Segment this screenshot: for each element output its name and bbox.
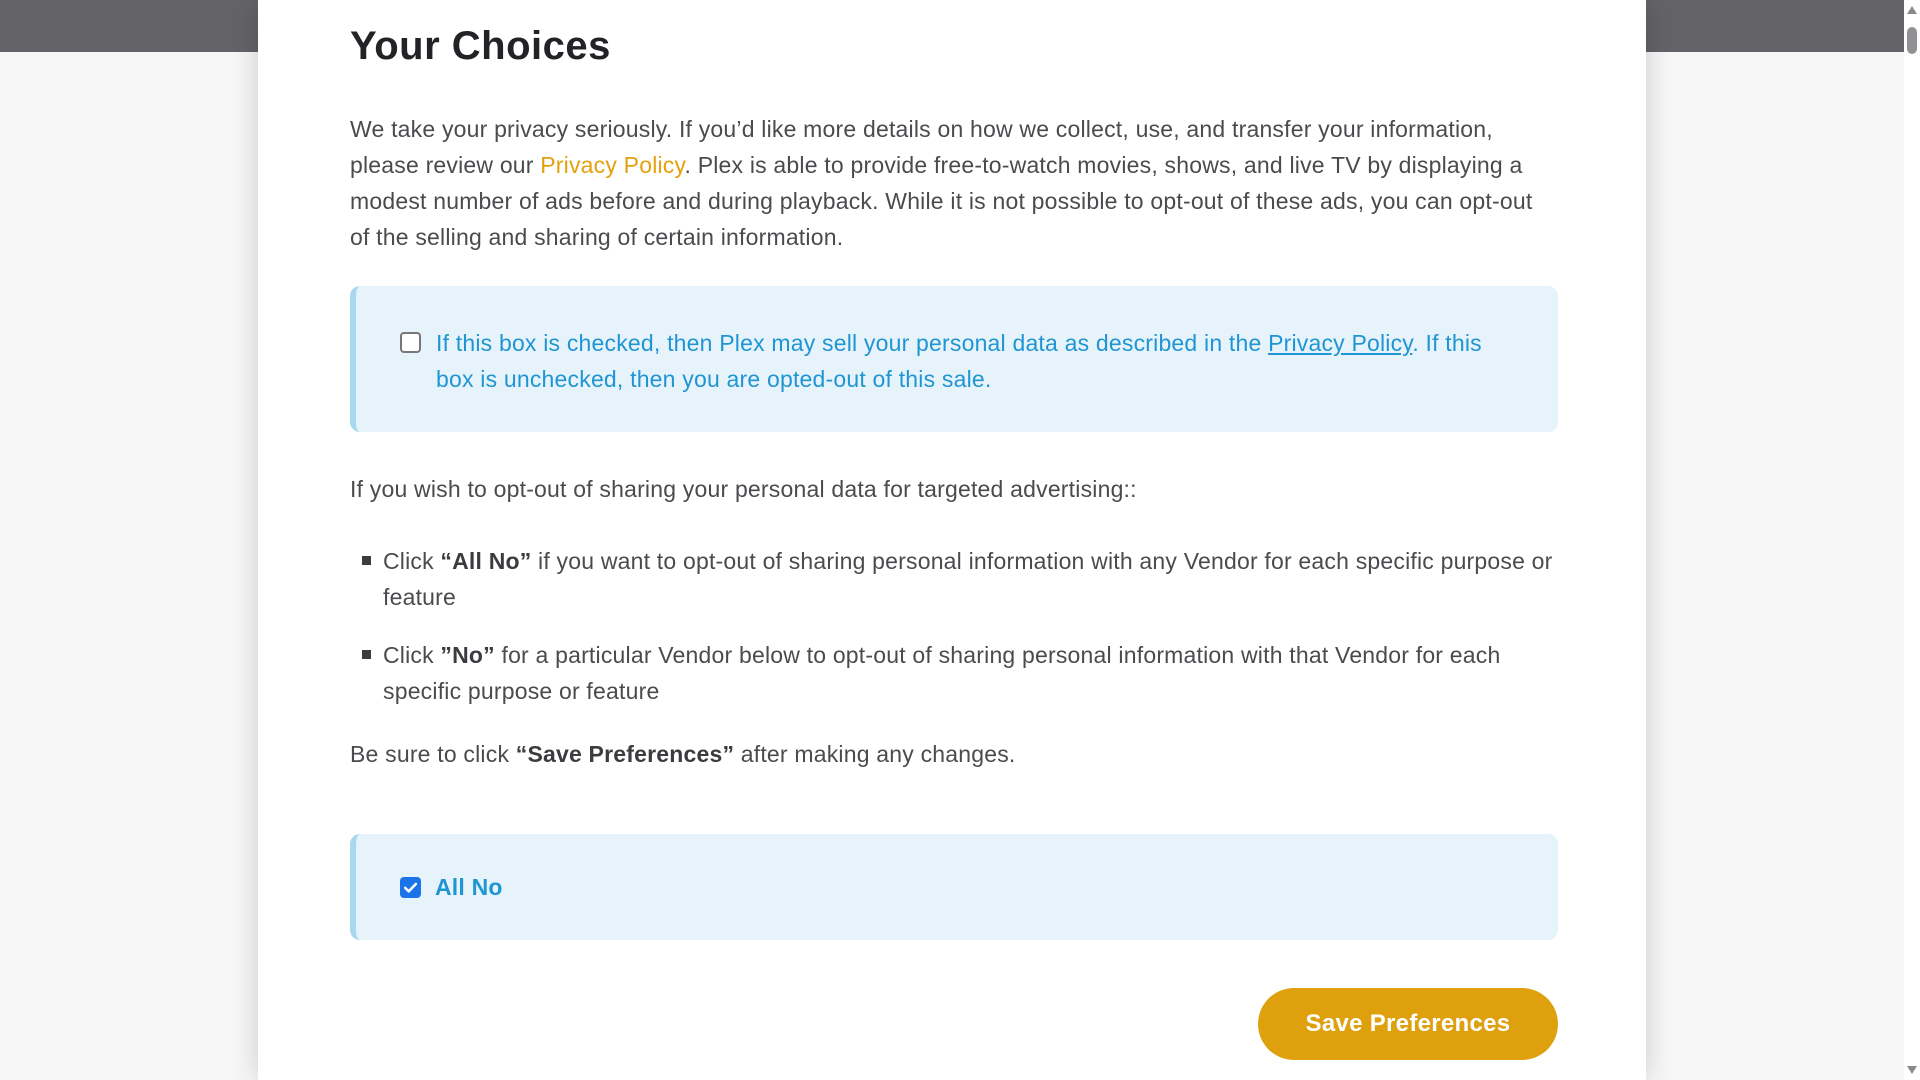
all-no-checkbox[interactable]: [400, 877, 421, 898]
privacy-preferences-modal: [258, 0, 1646, 1080]
save-preferences-button[interactable]: Save Preferences: [1258, 988, 1558, 1060]
bullet-square-icon: [362, 556, 371, 565]
scrollbar-thumb[interactable]: [1907, 27, 1917, 54]
sale-optout-text-after: . If this box is unchecked, then you are opted-out of this sale.: [436, 330, 1482, 392]
intro-text-before: We take your privacy seriously. If you’d like more details on how we collect, use, and transfer your information, please review our: [350, 116, 1493, 178]
intro-paragraph: [350, 111, 1558, 255]
save-note-rest: after making any changes.: [734, 741, 1016, 767]
sale-optout-text: [436, 325, 1508, 397]
page-scrollbar[interactable]: [1904, 0, 1920, 1080]
modal-title: Your Choices: [350, 24, 611, 68]
save-note-prefix: Be sure to click: [350, 741, 516, 767]
sale-optout-text-before: If this box is checked, then Plex may sell your personal data as described in the: [436, 330, 1269, 356]
optout-instructions-list: [350, 543, 1558, 709]
privacy-policy-link[interactable]: Privacy Policy: [540, 152, 685, 178]
sale-optout-privacy-policy-link[interactable]: Privacy Policy: [1268, 330, 1413, 356]
bullet-2-rest: for a particular Vendor below to opt-out of sharing personal information with that Vendor for each specific purpose or feature: [383, 642, 1501, 704]
bullet-2-prefix: Click: [383, 642, 441, 668]
save-note-bold: “Save Preferences”: [515, 741, 735, 767]
sharing-intro-text: If you wish to opt-out of sharing your personal data for targeted advertising::: [350, 476, 1137, 502]
sale-optout-checkbox[interactable]: [400, 332, 421, 353]
bullet-1-prefix: Click: [383, 548, 441, 574]
sale-optout-box: [350, 286, 1558, 432]
no-instruction: [383, 637, 1558, 709]
save-note: [350, 736, 1558, 772]
intro-text-after: . Plex is able to provide free-to-watch movies, shows, and live TV by displaying a modest number of ads before and during playback. While it is not possible to opt-out of these ads, you can opt-out of the selling and sharing of certain information.: [350, 152, 1533, 250]
all-no-box: [350, 834, 1558, 940]
list-item: [350, 543, 1558, 615]
bullet-1-rest: if you want to opt-out of sharing personal information with any Vendor for each specific purpose or feature: [383, 548, 1553, 610]
all-no-instruction: [383, 543, 1558, 615]
scrollbar-up-icon[interactable]: [1907, 6, 1917, 14]
all-no-label: All No: [435, 874, 503, 900]
bullet-2-bold: ”No”: [440, 642, 495, 668]
checkmark-icon: [402, 879, 419, 896]
scrollbar-down-icon[interactable]: [1907, 1066, 1917, 1074]
list-item: [350, 637, 1558, 709]
bullet-square-icon: [362, 650, 371, 659]
button-row: [350, 988, 1558, 1060]
bullet-1-bold: “All No”: [440, 548, 532, 574]
